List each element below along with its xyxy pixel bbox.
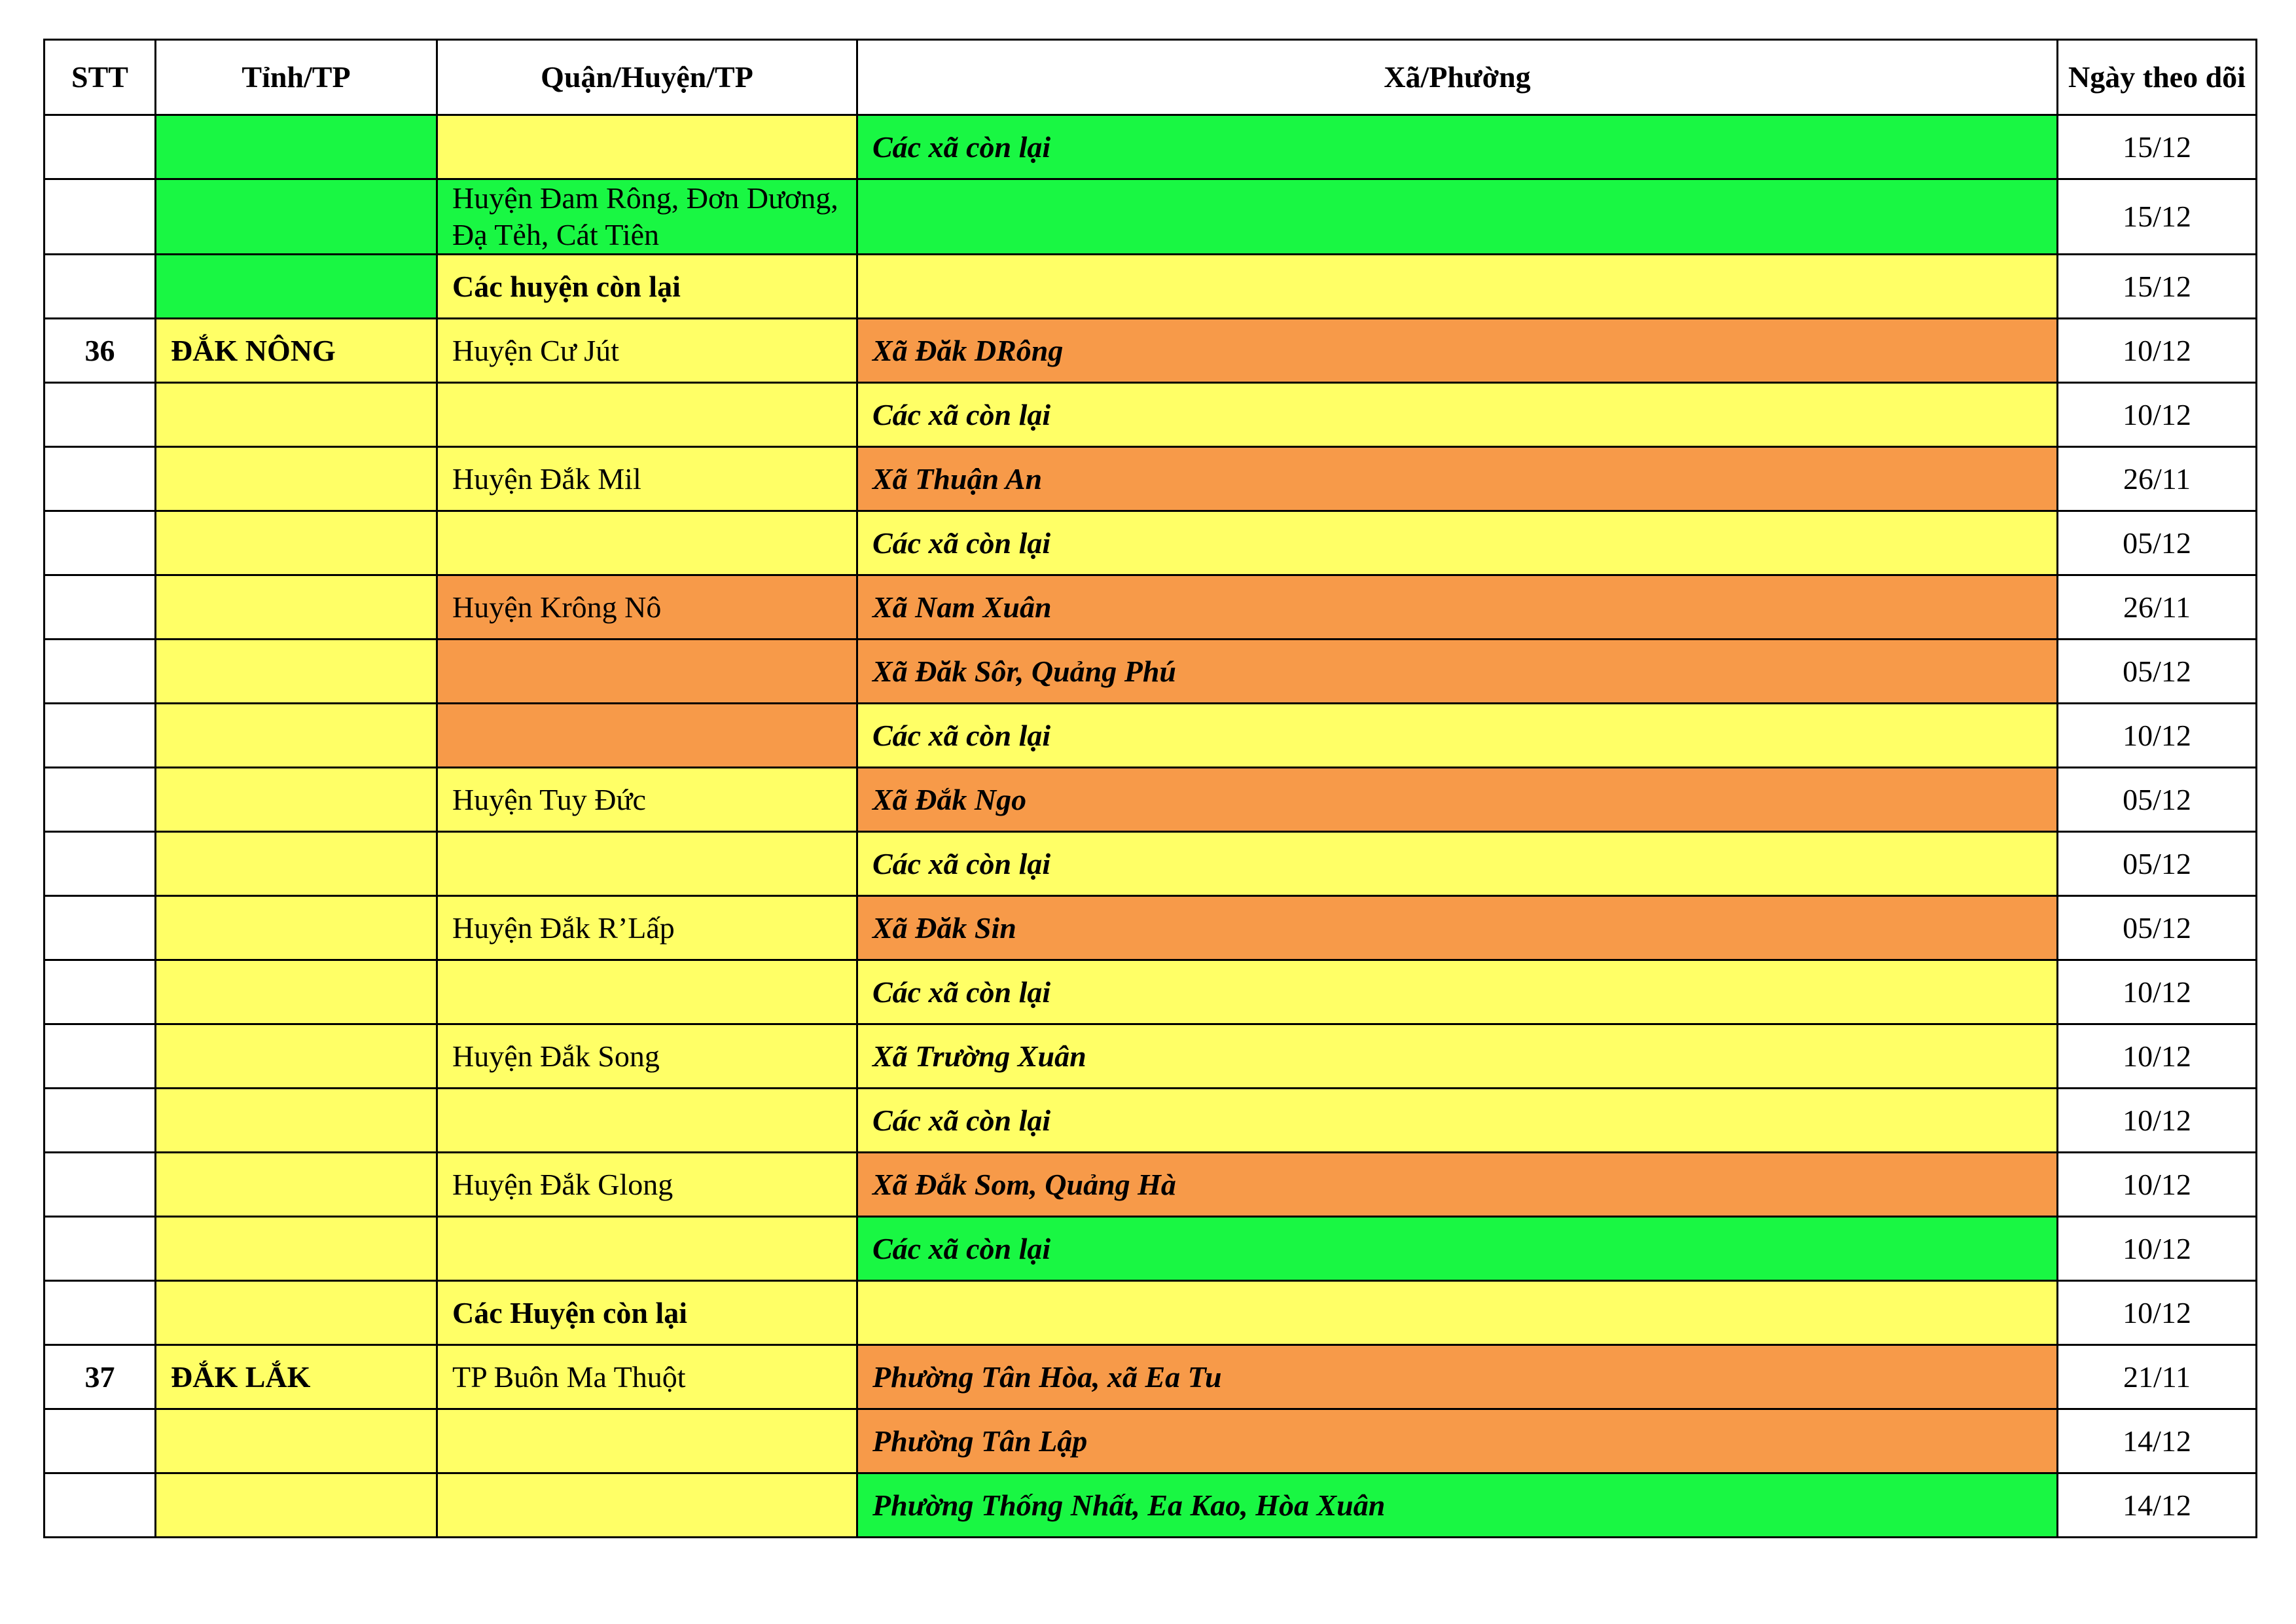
cell-ngay: 05/12 bbox=[2058, 640, 2257, 704]
cell-tinh bbox=[156, 115, 437, 179]
table-row bbox=[45, 115, 2257, 179]
cell-quan: Huyện Đắk Glong bbox=[437, 1153, 857, 1217]
cell-stt bbox=[45, 640, 156, 704]
cell-stt bbox=[45, 1409, 156, 1473]
cell-ngay: 15/12 bbox=[2058, 115, 2257, 179]
cell-stt bbox=[45, 511, 156, 575]
table-row bbox=[45, 1281, 2257, 1345]
cell-quan bbox=[437, 383, 857, 447]
cell-quan: Huyện Đắk Song bbox=[437, 1024, 857, 1089]
cell-stt bbox=[45, 1024, 156, 1089]
table-row bbox=[45, 511, 2257, 575]
header-stt: STT bbox=[45, 40, 156, 115]
cell-ngay: 10/12 bbox=[2058, 960, 2257, 1024]
cell-quan: TP Buôn Ma Thuột bbox=[437, 1345, 857, 1409]
table-row bbox=[45, 832, 2257, 896]
table-row bbox=[45, 447, 2257, 511]
cell-quan bbox=[437, 511, 857, 575]
cell-tinh bbox=[156, 1473, 437, 1538]
cell-xa: Phường Tân Hòa, xã Ea Tu bbox=[857, 1345, 2058, 1409]
cell-stt bbox=[45, 896, 156, 960]
cell-stt: 36 bbox=[45, 319, 156, 383]
cell-quan bbox=[437, 1409, 857, 1473]
cell-ngay: 10/12 bbox=[2058, 1217, 2257, 1281]
cell-stt bbox=[45, 383, 156, 447]
cell-ngay: 10/12 bbox=[2058, 319, 2257, 383]
cell-ngay: 10/12 bbox=[2058, 383, 2257, 447]
table-row bbox=[45, 768, 2257, 832]
cell-quan bbox=[437, 1217, 857, 1281]
table-row bbox=[45, 179, 2257, 255]
cell-quan: Huyện Krông Nô bbox=[437, 575, 857, 640]
cell-quan bbox=[437, 960, 857, 1024]
cell-xa: Xã Đắk Som, Quảng Hà bbox=[857, 1153, 2058, 1217]
cell-xa: Xã Nam Xuân bbox=[857, 575, 2058, 640]
cell-stt bbox=[45, 1153, 156, 1217]
cell-ngay: 05/12 bbox=[2058, 896, 2257, 960]
table-row bbox=[45, 383, 2257, 447]
cell-ngay: 14/12 bbox=[2058, 1409, 2257, 1473]
cell-stt bbox=[45, 1217, 156, 1281]
table-row bbox=[45, 704, 2257, 768]
cell-xa: Các xã còn lại bbox=[857, 511, 2058, 575]
cell-tinh bbox=[156, 640, 437, 704]
cell-stt bbox=[45, 575, 156, 640]
cell-quan: Huyện Tuy Đức bbox=[437, 768, 857, 832]
cell-tinh bbox=[156, 1409, 437, 1473]
cell-xa: Xã Thuận An bbox=[857, 447, 2058, 511]
cell-ngay: 10/12 bbox=[2058, 1281, 2257, 1345]
cell-tinh bbox=[156, 1089, 437, 1153]
cell-tinh bbox=[156, 704, 437, 768]
region-monitoring-table bbox=[43, 39, 2257, 1538]
cell-ngay: 10/12 bbox=[2058, 1024, 2257, 1089]
cell-quan: Huyện Đam Rông, Đơn Dương, Đạ Tẻh, Cát Tiên bbox=[437, 179, 857, 255]
cell-xa bbox=[857, 1281, 2058, 1345]
cell-stt bbox=[45, 704, 156, 768]
table-header bbox=[45, 40, 2257, 115]
cell-quan bbox=[437, 1473, 857, 1538]
cell-xa: Các xã còn lại bbox=[857, 832, 2058, 896]
cell-xa: Các xã còn lại bbox=[857, 1089, 2058, 1153]
cell-ngay: 15/12 bbox=[2058, 255, 2257, 319]
header-ngay: Ngày theo dõi bbox=[2058, 40, 2257, 115]
cell-tinh: ĐẮK LẮK bbox=[156, 1345, 437, 1409]
header-row bbox=[45, 40, 2257, 115]
cell-ngay: 14/12 bbox=[2058, 1473, 2257, 1538]
header-tinh: Tỉnh/TP bbox=[156, 40, 437, 115]
cell-tinh bbox=[156, 960, 437, 1024]
cell-ngay: 26/11 bbox=[2058, 447, 2257, 511]
cell-tinh bbox=[156, 1281, 437, 1345]
cell-stt: 37 bbox=[45, 1345, 156, 1409]
cell-xa: Xã Đăk Sôr, Quảng Phú bbox=[857, 640, 2058, 704]
cell-tinh bbox=[156, 1217, 437, 1281]
cell-stt bbox=[45, 768, 156, 832]
cell-quan: Huyện Cư Jút bbox=[437, 319, 857, 383]
cell-xa: Các xã còn lại bbox=[857, 115, 2058, 179]
table-row bbox=[45, 1024, 2257, 1089]
cell-ngay: 10/12 bbox=[2058, 1153, 2257, 1217]
cell-quan: Huyện Đắk R’Lấp bbox=[437, 896, 857, 960]
cell-quan bbox=[437, 704, 857, 768]
table-row bbox=[45, 1217, 2257, 1281]
table-row bbox=[45, 1089, 2257, 1153]
cell-stt bbox=[45, 1281, 156, 1345]
cell-quan: Các huyện còn lại bbox=[437, 255, 857, 319]
table-row bbox=[45, 896, 2257, 960]
table-row bbox=[45, 255, 2257, 319]
cell-ngay: 26/11 bbox=[2058, 575, 2257, 640]
table-body bbox=[45, 115, 2257, 1538]
cell-tinh bbox=[156, 896, 437, 960]
cell-ngay: 21/11 bbox=[2058, 1345, 2257, 1409]
cell-stt bbox=[45, 115, 156, 179]
cell-xa: Xã Đăk DRông bbox=[857, 319, 2058, 383]
cell-tinh bbox=[156, 447, 437, 511]
cell-stt bbox=[45, 255, 156, 319]
table-row bbox=[45, 1473, 2257, 1538]
cell-quan bbox=[437, 1089, 857, 1153]
cell-stt bbox=[45, 832, 156, 896]
cell-ngay: 05/12 bbox=[2058, 511, 2257, 575]
table-row bbox=[45, 1409, 2257, 1473]
cell-ngay: 10/12 bbox=[2058, 704, 2257, 768]
cell-tinh bbox=[156, 768, 437, 832]
cell-stt bbox=[45, 1089, 156, 1153]
cell-quan bbox=[437, 115, 857, 179]
region-table-container bbox=[43, 39, 2257, 1538]
cell-tinh bbox=[156, 1024, 437, 1089]
cell-xa: Các xã còn lại bbox=[857, 704, 2058, 768]
table-row bbox=[45, 575, 2257, 640]
cell-stt bbox=[45, 447, 156, 511]
cell-ngay: 05/12 bbox=[2058, 768, 2257, 832]
cell-quan: Huyện Đắk Mil bbox=[437, 447, 857, 511]
cell-xa: Các xã còn lại bbox=[857, 1217, 2058, 1281]
cell-stt bbox=[45, 1473, 156, 1538]
cell-ngay: 15/12 bbox=[2058, 179, 2257, 255]
cell-stt bbox=[45, 960, 156, 1024]
table-row bbox=[45, 1153, 2257, 1217]
cell-xa: Các xã còn lại bbox=[857, 960, 2058, 1024]
cell-quan bbox=[437, 640, 857, 704]
cell-xa bbox=[857, 255, 2058, 319]
header-quan: Quận/Huyện/TP bbox=[437, 40, 857, 115]
cell-xa: Phường Thống Nhất, Ea Kao, Hòa Xuân bbox=[857, 1473, 2058, 1538]
cell-tinh bbox=[156, 179, 437, 255]
table-row bbox=[45, 319, 2257, 383]
cell-xa: Các xã còn lại bbox=[857, 383, 2058, 447]
cell-tinh bbox=[156, 832, 437, 896]
cell-xa: Xã Đắk Ngo bbox=[857, 768, 2058, 832]
cell-quan: Các Huyện còn lại bbox=[437, 1281, 857, 1345]
table-row bbox=[45, 640, 2257, 704]
table-row bbox=[45, 1345, 2257, 1409]
table-row bbox=[45, 960, 2257, 1024]
cell-xa: Xã Đăk Sin bbox=[857, 896, 2058, 960]
header-xa: Xã/Phường bbox=[857, 40, 2058, 115]
cell-tinh: ĐẮK NÔNG bbox=[156, 319, 437, 383]
cell-tinh bbox=[156, 255, 437, 319]
cell-tinh bbox=[156, 1153, 437, 1217]
cell-stt bbox=[45, 179, 156, 255]
cell-ngay: 05/12 bbox=[2058, 832, 2257, 896]
cell-ngay: 10/12 bbox=[2058, 1089, 2257, 1153]
cell-tinh bbox=[156, 383, 437, 447]
cell-xa bbox=[857, 179, 2058, 255]
cell-xa: Xã Trường Xuân bbox=[857, 1024, 2058, 1089]
cell-tinh bbox=[156, 511, 437, 575]
cell-tinh bbox=[156, 575, 437, 640]
cell-quan bbox=[437, 832, 857, 896]
cell-xa: Phường Tân Lập bbox=[857, 1409, 2058, 1473]
